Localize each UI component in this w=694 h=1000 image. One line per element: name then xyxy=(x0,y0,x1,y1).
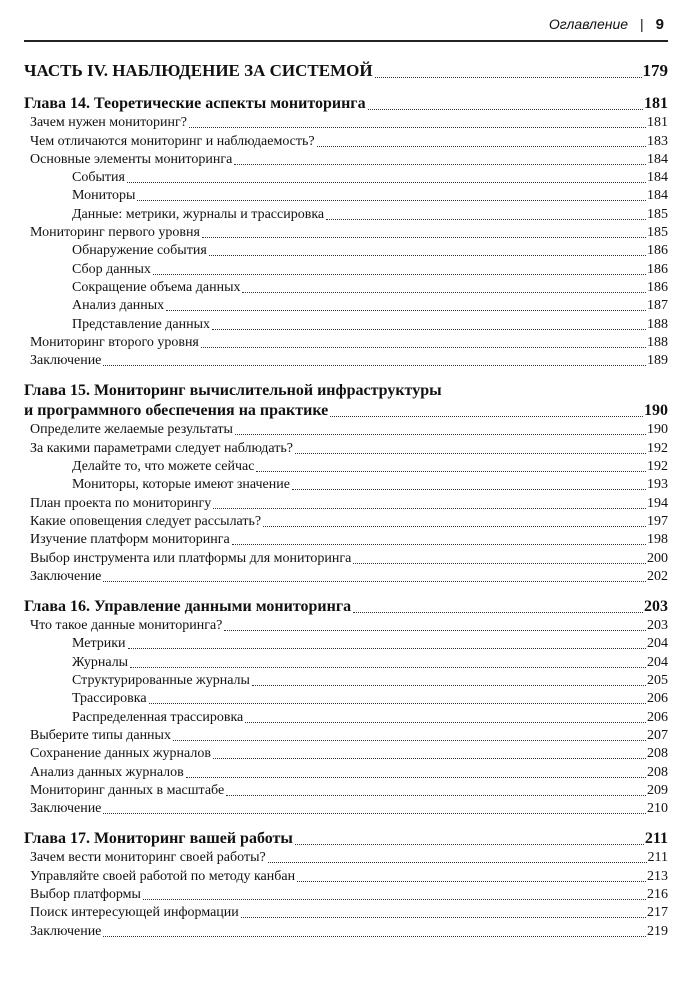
entry-title: Данные: метрики, журналы и трассировка xyxy=(72,206,325,222)
entry-title: Выбор платформы xyxy=(30,886,141,902)
dot-leader xyxy=(252,685,646,686)
header-right xyxy=(549,16,664,33)
entry-title: Заключение xyxy=(30,568,102,584)
dot-leader xyxy=(224,630,646,631)
entry-title: Мониторы, которые имеют значение xyxy=(72,477,290,493)
toc-subentry[interactable] xyxy=(24,476,668,494)
dot-leader xyxy=(317,146,646,147)
entry-page: 211 xyxy=(647,850,668,866)
entry-page: 200 xyxy=(647,550,668,566)
entry-title: Мониторинг данных в масштабе xyxy=(30,782,225,798)
entry-title: Трассировка xyxy=(72,691,147,707)
entry-title: Сохранение данных журналов xyxy=(30,746,211,762)
dot-leader xyxy=(368,109,643,110)
dot-leader xyxy=(234,164,646,165)
toc-entry[interactable] xyxy=(24,494,668,512)
dot-leader xyxy=(189,127,646,128)
toc-entry[interactable] xyxy=(24,886,668,904)
entry-title: Мониторы xyxy=(72,188,136,204)
entry-title: Сбор данных xyxy=(72,261,151,277)
entry-page: 183 xyxy=(647,133,668,149)
dot-leader xyxy=(130,667,646,668)
dot-leader xyxy=(297,881,646,882)
dot-leader xyxy=(143,899,646,900)
toc-entry[interactable] xyxy=(24,132,668,150)
dot-leader xyxy=(103,581,646,582)
toc-entry[interactable] xyxy=(24,904,668,922)
toc-entry[interactable] xyxy=(24,421,668,439)
entry-title: Какие оповещения следует рассылать? xyxy=(30,513,262,529)
dot-leader xyxy=(173,740,646,741)
entry-page: 187 xyxy=(647,298,668,314)
toc-entry[interactable] xyxy=(24,352,668,370)
entry-page: 186 xyxy=(647,279,668,295)
entry-page: 185 xyxy=(647,225,668,241)
dot-leader xyxy=(201,347,646,348)
header-title: Оглавление xyxy=(548,16,629,32)
chapter-title: Глава 14. Теоретические аспекты мониторинга xyxy=(24,95,366,112)
dot-leader xyxy=(232,544,646,545)
dot-leader xyxy=(268,862,647,863)
entry-title: Управляйте своей работой по методу канбан xyxy=(30,868,296,884)
table-of-contents xyxy=(24,60,668,941)
entry-title: Поиск интересующей информации xyxy=(30,905,239,921)
toc-entry[interactable] xyxy=(24,334,668,352)
dot-leader xyxy=(153,274,646,275)
entry-page: 209 xyxy=(647,782,668,798)
entry-page: 197 xyxy=(647,513,668,529)
entry-page: 192 xyxy=(647,440,668,456)
chapter-page: 203 xyxy=(644,597,668,615)
entry-page: 210 xyxy=(647,801,668,817)
chapter-page: 211 xyxy=(644,830,668,848)
toc-subentry[interactable] xyxy=(24,205,668,223)
dot-leader xyxy=(241,917,646,918)
entry-page: 219 xyxy=(647,923,668,939)
entry-page: 189 xyxy=(647,353,668,369)
toc-entry[interactable] xyxy=(24,531,668,549)
entry-page: 186 xyxy=(647,261,668,277)
dot-leader xyxy=(212,329,646,330)
entry-title: Выбор инструмента или платформы для мониторинга xyxy=(30,550,352,566)
dot-leader xyxy=(137,200,646,201)
entry-page: 204 xyxy=(647,636,668,652)
dot-leader xyxy=(353,563,646,564)
dot-leader xyxy=(166,310,646,311)
entry-title: Основные элементы мониторинга xyxy=(30,151,233,167)
entry-title: Анализ данных журналов xyxy=(30,764,184,780)
dot-leader xyxy=(213,508,646,509)
entry-page: 184 xyxy=(647,151,668,167)
entry-title: За какими параметрами следует наблюдать? xyxy=(30,440,293,456)
entry-page: 192 xyxy=(647,459,668,475)
entry-page: 193 xyxy=(647,477,668,493)
entry-title: Мониторинг первого уровня xyxy=(30,225,200,241)
dot-leader xyxy=(295,844,644,845)
toc-entry[interactable] xyxy=(24,763,668,781)
dot-leader xyxy=(292,489,646,490)
entry-page: 184 xyxy=(647,188,668,204)
dot-leader xyxy=(149,703,646,704)
dot-leader xyxy=(242,292,646,293)
toc-entry[interactable] xyxy=(24,224,668,242)
toc-subentry[interactable] xyxy=(24,315,668,333)
toc-subentry[interactable] xyxy=(24,690,668,708)
dot-leader xyxy=(353,612,643,613)
toc-chapter-14[interactable] xyxy=(24,94,668,114)
toc-subentry[interactable] xyxy=(24,653,668,671)
entry-title: Обнаружение события xyxy=(72,243,207,259)
dot-leader xyxy=(103,365,646,366)
dot-leader xyxy=(103,936,646,937)
entry-page: 202 xyxy=(647,568,668,584)
entry-page: 188 xyxy=(647,334,668,350)
dot-leader xyxy=(186,777,646,778)
entry-title: Что такое данные мониторинга? xyxy=(30,618,223,634)
dot-leader xyxy=(235,434,646,435)
entry-page: 206 xyxy=(647,691,668,707)
entry-page: 217 xyxy=(647,905,668,921)
toc-entry[interactable] xyxy=(24,151,668,169)
entry-page: 206 xyxy=(647,709,668,725)
chapter-title: и программного обеспечения на практике xyxy=(24,402,329,420)
dot-leader xyxy=(375,77,642,78)
chapter-page: 190 xyxy=(644,402,668,420)
dot-leader xyxy=(202,237,646,238)
toc-entry[interactable] xyxy=(24,800,668,818)
toc-subentry[interactable] xyxy=(24,187,668,205)
header-separator: | xyxy=(640,16,644,32)
entry-page: 185 xyxy=(647,206,668,222)
entry-title: Мониторинг второго уровня xyxy=(30,334,199,350)
entry-title: Представление данных xyxy=(72,316,211,332)
chapter-title: Глава 16. Управление данными мониторинга xyxy=(24,597,352,615)
toc-subentry[interactable] xyxy=(24,708,668,726)
toc-part-title: ЧАСТЬ IV. НАБЛЮДЕНИЕ ЗА СИСТЕМОЙ xyxy=(24,61,373,80)
entry-title: Определите желаемые результаты xyxy=(30,422,233,438)
entry-page: 194 xyxy=(647,495,668,511)
dot-leader xyxy=(326,219,646,220)
entry-page: 205 xyxy=(647,673,668,689)
entry-title: Изучение платформ мониторинга xyxy=(30,532,230,548)
toc-entry[interactable] xyxy=(24,745,668,763)
toc-subentry[interactable] xyxy=(24,672,668,690)
toc-entry[interactable] xyxy=(24,782,668,800)
toc-subentry[interactable] xyxy=(24,169,668,187)
toc-entry[interactable] xyxy=(24,568,668,586)
entry-title: Чем отличаются мониторинг и наблюдаемость? xyxy=(30,133,315,149)
entry-title: Анализ данных xyxy=(72,298,165,314)
toc-entry[interactable] xyxy=(24,513,668,531)
entry-page: 207 xyxy=(647,727,668,743)
dot-leader xyxy=(226,795,646,796)
toc-subentry[interactable] xyxy=(24,279,668,297)
toc-subentry[interactable] xyxy=(24,260,668,278)
dot-leader xyxy=(103,813,646,814)
entry-page: 203 xyxy=(647,618,668,634)
entry-title: Структурированные журналы xyxy=(72,673,250,689)
toc-entry[interactable] xyxy=(24,727,668,745)
toc-subentry[interactable] xyxy=(24,635,668,653)
dot-leader xyxy=(256,471,646,472)
entry-page: 208 xyxy=(647,746,668,762)
toc-entry[interactable] xyxy=(24,849,668,867)
running-header xyxy=(24,14,668,42)
dot-leader xyxy=(330,416,643,417)
toc-subentry[interactable] xyxy=(24,297,668,315)
toc-part-page: 179 xyxy=(642,61,668,80)
entry-page: 186 xyxy=(647,243,668,259)
entry-title: Распределенная трассировка xyxy=(72,709,244,725)
toc-subentry[interactable] xyxy=(24,242,668,260)
toc-subentry[interactable] xyxy=(24,458,668,476)
entry-title: Выберите типы данных xyxy=(30,727,171,743)
dot-leader xyxy=(295,453,646,454)
entry-title: Зачем нужен мониторинг? xyxy=(30,115,188,131)
entry-title: Заключение xyxy=(30,353,102,369)
entry-title: Метрики xyxy=(72,636,126,652)
dot-leader xyxy=(245,722,646,723)
toc-entry[interactable] xyxy=(24,114,668,132)
entry-title: Делайте то, что можете сейчас xyxy=(72,459,255,475)
entry-title: Заключение xyxy=(30,923,102,939)
entry-page: 208 xyxy=(647,764,668,780)
chapter-page: 181 xyxy=(644,95,668,112)
toc-entry[interactable] xyxy=(24,549,668,567)
toc-part-iv[interactable] xyxy=(24,60,668,82)
entry-page: 184 xyxy=(647,170,668,186)
chapter-title-line-1: Глава 15. Мониторинг вычислительной инфраструктуры xyxy=(24,382,442,400)
toc-entry[interactable] xyxy=(24,439,668,457)
toc-entry[interactable] xyxy=(24,922,668,940)
entry-page: 204 xyxy=(647,654,668,670)
toc-chapter-17[interactable] xyxy=(24,829,668,849)
toc-chapter-16[interactable] xyxy=(24,597,668,617)
dot-leader xyxy=(263,526,646,527)
entry-title: Сокращение объема данных xyxy=(72,279,241,295)
toc-entry[interactable] xyxy=(24,867,668,885)
entry-title: События xyxy=(72,170,125,186)
header-page-number: 9 xyxy=(655,16,664,33)
entry-page: 188 xyxy=(647,316,668,332)
entry-page: 190 xyxy=(647,422,668,438)
entry-title: Зачем вести мониторинг своей работы? xyxy=(30,850,266,866)
dot-leader xyxy=(127,182,646,183)
chapter-title: Глава 17. Мониторинг вашей работы xyxy=(24,830,293,848)
entry-page: 213 xyxy=(647,868,668,884)
entry-page: 198 xyxy=(647,532,668,548)
dot-leader xyxy=(209,255,646,256)
entry-title: Заключение xyxy=(30,801,102,817)
entry-page: 216 xyxy=(647,886,668,902)
toc-entry[interactable] xyxy=(24,617,668,635)
entry-title: Журналы xyxy=(72,654,129,670)
dot-leader xyxy=(128,648,646,649)
dot-leader xyxy=(213,758,646,759)
toc-chapter-15[interactable] xyxy=(24,401,668,421)
entry-title: План проекта по мониторингу xyxy=(30,495,212,511)
entry-page: 181 xyxy=(647,115,668,131)
